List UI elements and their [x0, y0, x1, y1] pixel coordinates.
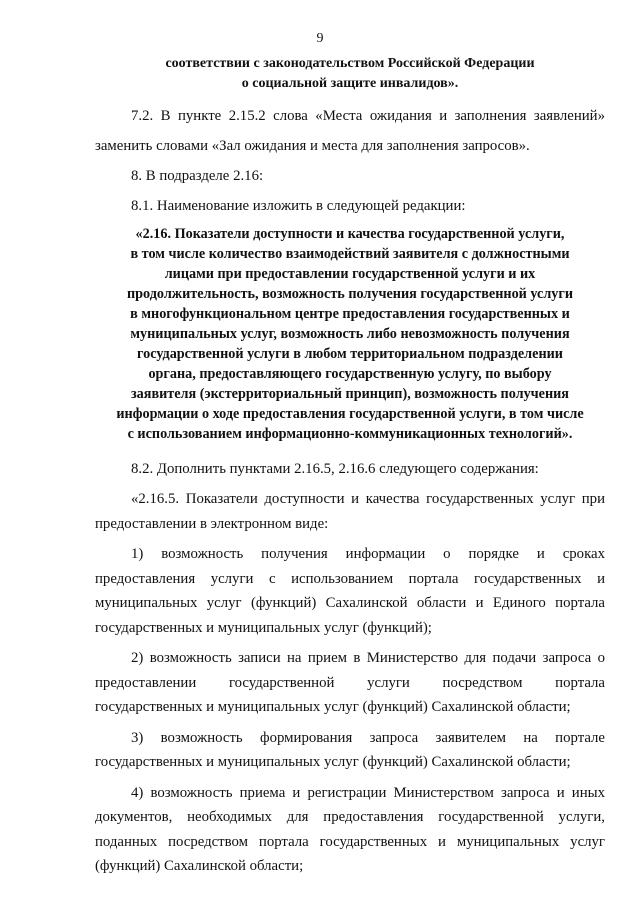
paragraph-line: государственных и муниципальных услуг (функций);	[95, 619, 432, 636]
paragraph-7-2	[95, 104, 605, 158]
paragraph-line: 4) возможность приема и регистрации Министерством запроса и иных	[131, 784, 605, 801]
quote-line: «2.16. Показатели доступности и качества государственной услуги,	[135, 226, 565, 242]
paragraph-line: (функций) Сахалинской области;	[95, 858, 304, 874]
document-body	[95, 54, 605, 879]
paragraph-line: «2.16.5. Показатели доступности и качества государственных услуг при	[131, 491, 605, 507]
paragraph-line: муниципальных услуг (функций) Сахалинской области и Единого портала	[95, 595, 605, 611]
subitem-2	[95, 646, 605, 720]
paragraph-8-2: 8.2. Дополнить пунктами 2.16.5, 2.16.6 следующего содержания:	[131, 461, 539, 477]
paragraph-line: государственных и муниципальных услуг (функций) Сахалинской области;	[95, 754, 571, 770]
paragraph-line: 1) возможность получения информации о порядке и сроках	[131, 546, 605, 562]
subitem-3	[95, 726, 605, 775]
paragraph-2-16-5	[95, 487, 605, 536]
paragraph-line: 3) возможность формирования запроса заявителем на портале	[131, 729, 605, 746]
paragraph-8-1: 8.1. Наименование изложить в следующей редакции:	[131, 198, 466, 214]
quote-line: лицами при предоставлении государственной услуги и их	[164, 266, 536, 282]
paragraph-line: предоставления услуги с использованием портала государственных и	[95, 570, 605, 587]
quote-line: в многофункциональном центре предоставления государственных и	[130, 306, 570, 322]
quote-line: с использованием информационно-коммуникационных технологий».	[127, 426, 573, 442]
page-number: 9	[316, 31, 324, 46]
header-continuation	[95, 54, 605, 94]
paragraph-line: 2) возможность записи на прием в Министерство для подачи запроса о	[131, 650, 605, 666]
quote-line: продолжительность, возможность получения государственной услуги	[126, 286, 574, 302]
quote-line: информации о ходе предоставления государственной услуги, в том числе	[116, 406, 584, 422]
paragraph-line: 7.2. В пункте 2.15.2 слова «Места ожидания и заполнения заявлений»	[131, 108, 605, 124]
paragraph-line: предоставлении государственной услуги посредством портала	[95, 674, 605, 691]
quote-line: заявителя (экстерриториальный принцип), возможность получения	[130, 386, 569, 402]
paragraph-8: 8. В подразделе 2.16:	[131, 168, 264, 184]
quote-line: в том числе количество взаимодействий заявителя с должностными	[130, 246, 570, 262]
header-line: о социальной защите инвалидов».	[241, 76, 459, 91]
quote-line: государственной услуги в любом территориальном подразделении	[137, 346, 563, 362]
header-line: соответствии с законодательством Российской Федерации	[165, 56, 535, 71]
subitem-1	[95, 542, 605, 640]
quoted-heading-2-16	[95, 224, 605, 444]
paragraph-line: документов, необходимых для предоставления государственной услуги,	[95, 809, 605, 825]
paragraph-line: предоставлении в электронном виде:	[95, 515, 329, 532]
paragraph-line: государственных и муниципальных услуг (функций) Сахалинской области;	[95, 699, 571, 715]
paragraph-line: поданных посредством портала государственных и муниципальных услуг	[95, 833, 605, 850]
subitem-4	[95, 781, 605, 879]
paragraph-line: заменить словами «Зал ожидания и места для заполнения запросов».	[95, 137, 530, 154]
quote-line: органа, предоставляющего государственную услугу, по выбору	[148, 366, 552, 382]
quote-line: муниципальных услуг, возможность либо невозможность получения	[130, 326, 570, 342]
